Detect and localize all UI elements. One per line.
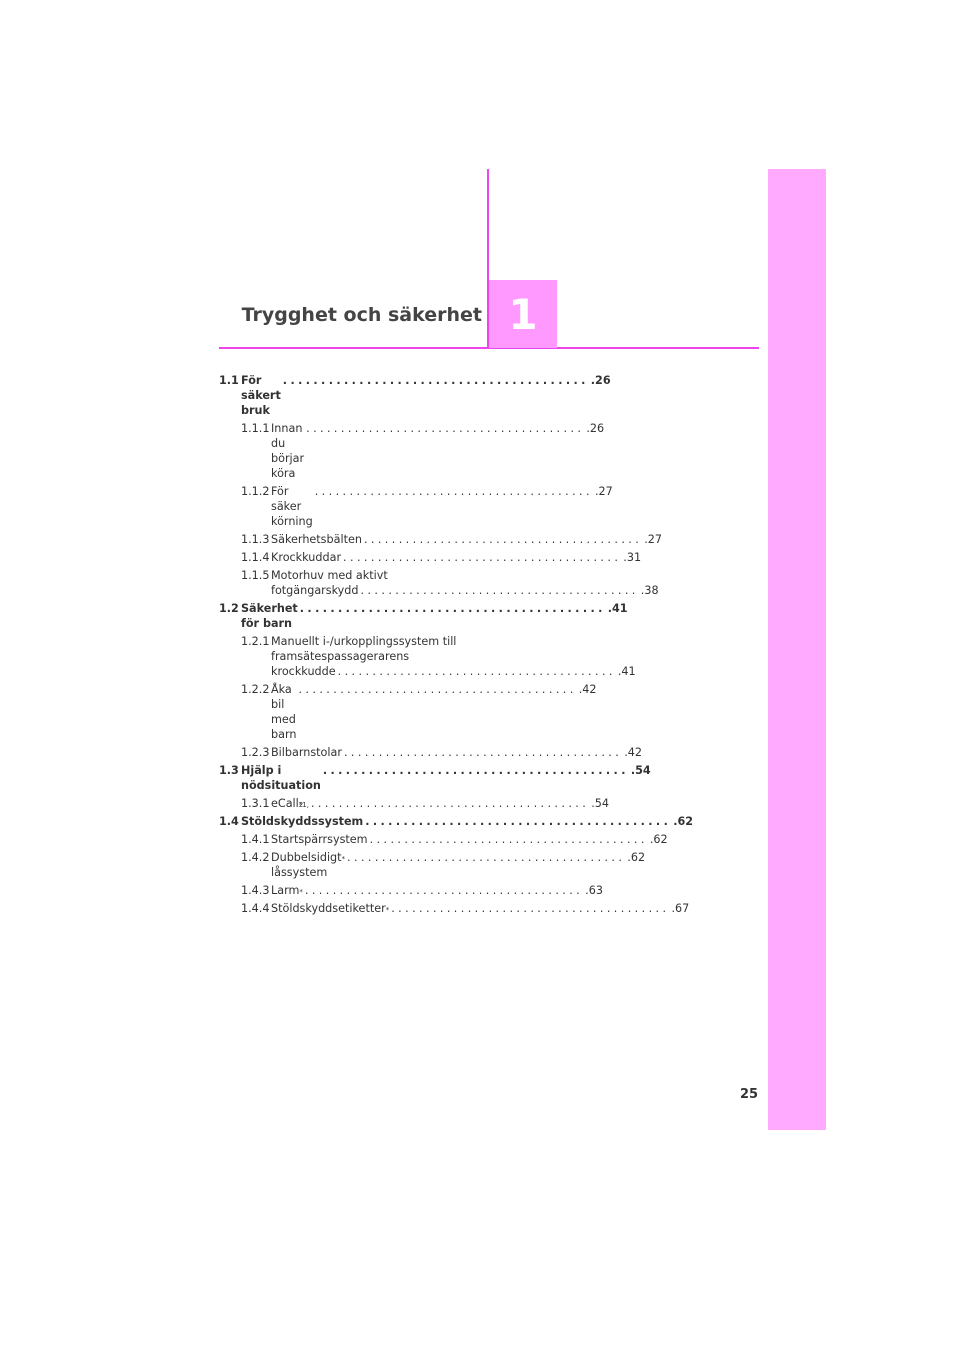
toc-leader-dots: ........................................ [282,374,589,387]
toc-leader-dots: ........................................ [343,551,622,564]
toc-entry-label: Säkerhetsbälten [271,533,362,546]
toc-leader-dots: ........................................ [299,602,606,615]
toc-entry-number: 1.1.2 [241,485,270,498]
toc-entry-label: eCall [271,797,299,810]
toc-entry-page: .26 [590,374,611,387]
toc-subsection-entry[interactable] [219,568,659,598]
toc-entry-page: .62 [649,833,668,846]
toc-subsection-entry[interactable]: 1.4.2 Dubbelsidigt låssystem * ........................................ .62 [241,851,646,879]
toc-entry-label: krockkudde [271,665,336,678]
chapter-number-box [489,280,557,348]
toc-entry-number: 1.4.2 [241,851,270,864]
toc-subsection-entry[interactable] [219,832,668,847]
toc-leader-dots: ........................................ [391,902,670,915]
toc-subsection-entry[interactable] [219,745,643,760]
page-number: 25 [740,1087,759,1102]
toc-leader-dots: ........................................ [363,533,643,546]
toc-entry-label: Stöldskyddssystem [241,815,364,828]
toc-entry-label: Innan du börjar köra [271,422,305,480]
toc-entry-number: 1.2 [219,602,239,615]
toc-entry-page: .42 [578,683,597,696]
toc-entry-label: Åka bil med barn [271,683,297,741]
toc-entry-page: .38 [640,584,659,597]
toc-entry-number: 1.1.1 [241,422,270,435]
toc-entry-label: Krockkuddar [271,551,342,564]
toc-entry-page: .62 [627,851,646,864]
toc-subsection-entry[interactable] [219,634,636,679]
toc-leader-dots: ........................................ [322,764,629,777]
toc-entry-page: .27 [644,533,662,546]
toc-entry-label: Larm [271,884,300,897]
toc-section-entry[interactable] [219,373,611,418]
toc-entry-label: fotgängarskydd [271,584,359,597]
toc-leader-dots: ........................................ [306,422,585,435]
toc-entry-label: För säker körning [271,485,313,528]
toc-leader-dots: ........................................ [314,485,593,498]
toc-entry-number: 1.1.5 [241,569,270,582]
toc-subsection-entry[interactable] [219,682,597,742]
toc-entry-label: Motorhuv med aktivt [271,569,388,582]
toc-entry-number: 1.2.3 [241,746,270,759]
toc-entry-number: 1.1 [219,374,239,387]
toc-leader-dots: ........................................ [343,746,623,759]
toc-entry-number: 1.4 [219,815,239,828]
toc-entry-number: 1.1.4 [241,551,270,564]
toc-entry-page: .27 [594,485,613,498]
toc-entry-number: 1.1.3 [241,533,270,546]
toc-entry-page: .41 [607,602,628,615]
toc-entry-number: 1.4.3 [241,884,270,897]
toc-entry-page: .42 [624,746,643,759]
toc-entry-number: 1.4.4 [241,902,270,915]
chapter-number: 1 [508,289,538,339]
toc-entry-label: Stöldskyddsetiketter [271,902,386,915]
side-tab-band [768,169,826,1130]
toc-leader-dots: ........................................ [360,584,639,597]
toc-entry-number: 1.3 [219,764,239,777]
toc-entry-label: Startspärrsystem [271,833,368,846]
toc-entry-page: .41 [617,665,636,678]
toc-subsection-entry[interactable] [219,532,662,547]
toc-entry-label: Hjälp i nödsituation [241,764,321,792]
toc-leader-dots: ........................................ [304,884,584,897]
toc-entry-number: 1.2.1 [241,635,270,648]
toc-subsection-entry[interactable] [219,421,605,481]
toc-entry-page: .62 [673,815,694,828]
toc-leader-dots: ........................................ [347,851,626,864]
toc-subsection-entry[interactable] [219,484,613,529]
toc-entry-page: .26 [586,422,605,435]
toc-entry-label: Manuellt i-/urkopplingssystem till [271,635,457,648]
toc-subsection-entry[interactable]: 1.3.1 eCall *1, 2 ........................................ .54 [241,797,610,810]
toc-entry-label: För säkert bruk [241,374,281,417]
toc-entry-page: .54 [591,797,610,810]
toc-entry-page: .67 [671,902,690,915]
chapter-title: Trygghet och säkerhet [241,304,482,326]
toc-leader-dots: ........................................ [298,683,577,696]
toc-entry-page: .54 [630,764,651,777]
toc-section-entry[interactable] [219,601,628,631]
toc-entry-label: Säkerhet för barn [241,602,298,630]
toc-subsection-entry[interactable]: 1.4.4 Stöldskyddsetiketter * ........................................ .67 [241,902,690,915]
toc-entry-label: framsätespassagerarens [271,650,410,663]
toc-section-entry[interactable] [219,814,694,829]
toc-subsection-entry[interactable] [219,550,642,565]
toc-leader-dots: ........................................ [337,665,616,678]
toc-leader-dots: ........................................ [310,797,590,810]
toc-entry-page: .31 [623,551,642,564]
table-of-contents [219,373,694,919]
toc-entry-number: 1.2.2 [241,683,270,696]
toc-leader-dots: ........................................ [369,833,648,846]
toc-section-entry[interactable] [219,763,651,793]
toc-entry-number: 1.3.1 [241,797,270,810]
toc-entry-label: Dubbelsidigt låssystem [271,851,342,879]
toc-leader-dots: ........................................ [365,815,672,828]
toc-entry-label: Bilbarnstolar [271,746,342,759]
toc-entry-page: .63 [585,884,603,897]
toc-entry-number: 1.4.1 [241,833,270,846]
toc-subsection-entry[interactable]: 1.4.3 Larm * ........................................ .63 [241,884,603,897]
